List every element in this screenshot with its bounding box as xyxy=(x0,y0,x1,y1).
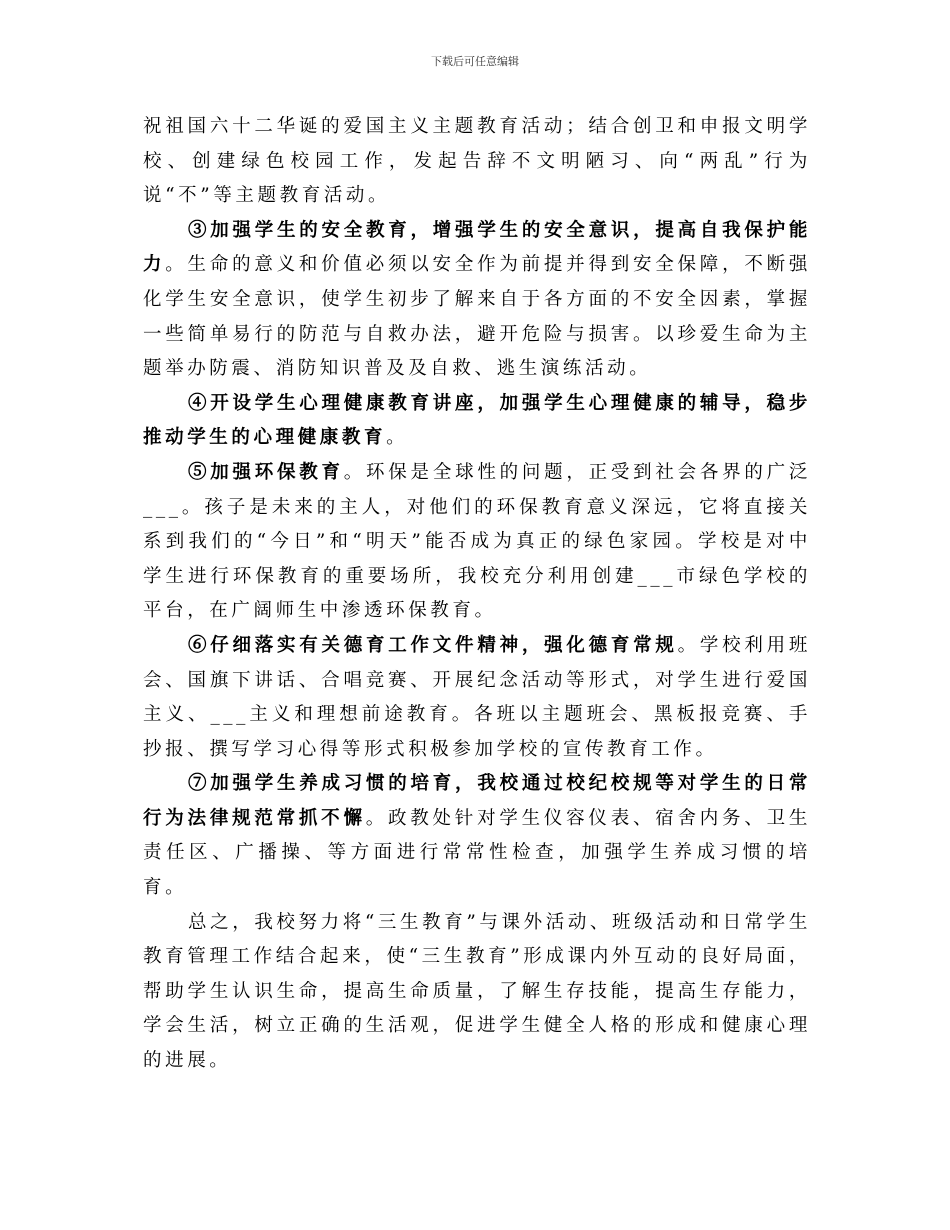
paragraph-heading: ⑥仔细落实有关德育工作文件精神，强化德育常规 xyxy=(188,634,678,656)
paragraph-text: 。学校利用班会、国旗下讲话、合唱竞赛、开展纪念活动等形式，对学生进行爱国主义、___主义和理想前途教育。各班以主题班会、黑板报竞赛、手抄报、撰写学习心得等形式积极参加学校的宣传教育工作。 xyxy=(143,634,812,760)
paragraph-summary xyxy=(143,906,811,1079)
paragraph-mental-health xyxy=(143,387,811,456)
paragraph-habit-formation xyxy=(143,767,811,905)
paragraph-heading: ③加强学生的安全教育，增强学生的安全意识，提高自我保护能力 xyxy=(143,219,811,276)
paragraph-moral-education xyxy=(143,629,811,767)
paragraph-heading: ⑤加强环保教育 xyxy=(188,461,344,483)
document-body xyxy=(143,110,811,1079)
paragraph-safety-education xyxy=(143,214,811,387)
paragraph-text: 。环保是全球性的问题，正受到社会各界的广泛___。孩子是未来的主人，对他们的环保教育意义深远，它将直接关系到我们的“今日”和“明天”能否成为真正的绿色家园。学校是对中学生进行环保教育的重要场所，我校充分利用创建___市绿色学校的平台，在广阔师生中渗透环保教育。 xyxy=(143,461,812,622)
paragraph-text: 。 xyxy=(386,427,409,449)
paragraph-continuation xyxy=(143,110,811,214)
paragraph-text: 。政教处针对学生仪容仪表、宿舍内务、卫生责任区、广播操、等方面进行常常性检查，加强学生养成习惯的培育。 xyxy=(143,807,811,899)
paragraph-heading: ④开设学生心理健康教育讲座，加强学生心理健康的辅导，稳步推动学生的心理健康教育 xyxy=(143,392,811,449)
paragraph-heading: ⑦加强学生养成习惯的培育，我校通过校纪校规等对学生的日常行为法律规范常抓不懈 xyxy=(143,773,811,829)
paragraph-text: 。生命的意义和价值必须以安全作为前提并得到安全保障，不断强化学生安全意识，使学生初步了解来自于各方面的不安全因素，掌握一些简单易行的防范与自救办法，避开危险与损害。以珍爱生命为主题举办防震、消防知识普及及自救、逃生演练活动。 xyxy=(143,254,811,380)
paragraph-text: 总之，我校努力将“三生教育”与课外活动、班级活动和日常学生教育管理工作结合起来，使“三生教育”形成课内外互动的良好局面，帮助学生认识生命，提高生命质量，了解生存技能，提高生存能力，学会生活，树立正确的生活观，促进学生健全人格的形成和健康心理的进展。 xyxy=(143,911,811,1072)
paragraph-text: 祝祖国六十二华诞的爱国主义主题教育活动；结合创卫和申报文明学校、创建绿色校园工作，发起告辞不文明陋习、向“两乱”行为说“不”等主题教育活动。 xyxy=(143,116,811,207)
page-header: 下载后可任意编辑 xyxy=(431,55,519,68)
paragraph-environmental-education xyxy=(143,456,811,629)
